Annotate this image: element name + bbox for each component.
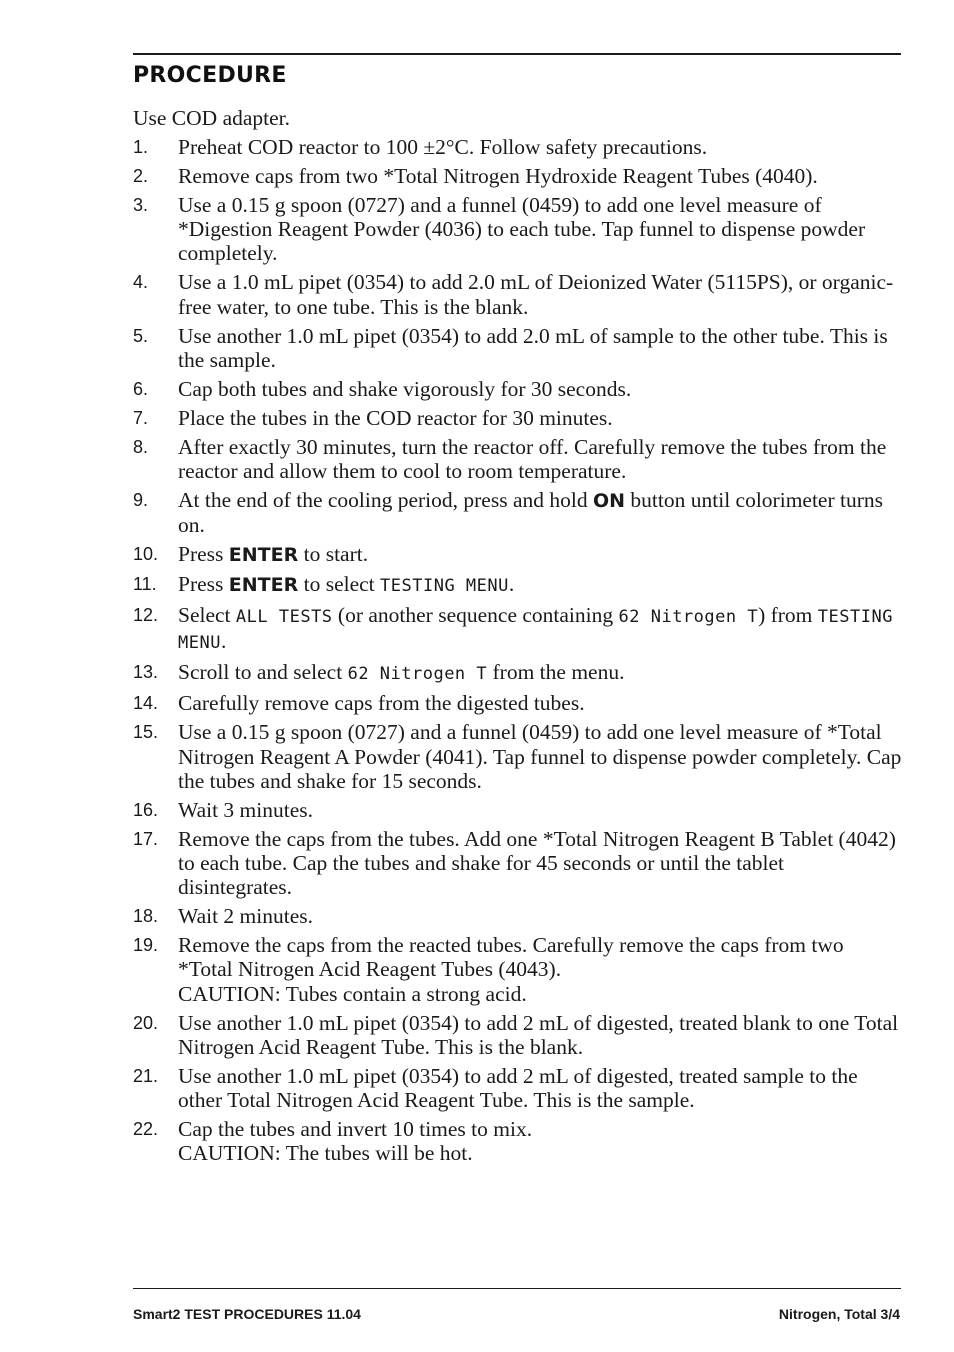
step-number: 22. — [133, 1119, 159, 1140]
step-number: 17. — [133, 828, 159, 849]
step-number: 4. — [133, 272, 149, 293]
step-number: 7. — [133, 407, 149, 428]
step-text-run: Use a 0.15 g spoon (0727) and a funnel (0459) to add one level measure of *Digestion Reagent Powder (4036) to each tube. Tap funnel to dispense powder completely. — [178, 193, 866, 266]
top-rule — [133, 53, 901, 55]
step-text-run: Press — [178, 542, 229, 567]
footer-left: Smart2 TEST PROCEDURES 11.04 — [133, 1306, 361, 1322]
procedure-step — [133, 691, 903, 715]
step-text — [178, 798, 903, 822]
step-text-run: Remove the caps from the tubes. Add one *Total Nitrogen Reagent B Tablet (4042) to each tube. Cap the tubes and shake for 45 seconds or until the tablet disintegrates. — [178, 826, 896, 900]
display-text: 62 Nitrogen T — [347, 664, 488, 685]
step-text-run: Place the tubes in the COD reactor for 30 minutes. — [178, 405, 613, 430]
button-name: ON — [592, 490, 626, 513]
procedure-step — [133, 720, 903, 793]
step-text — [178, 542, 903, 567]
procedure-step-list — [133, 135, 903, 1170]
step-text-run: Press — [178, 572, 229, 597]
step-number: 3. — [133, 195, 149, 215]
bottom-rule — [133, 1288, 901, 1289]
step-text-run: to start. — [298, 542, 369, 567]
step-text — [178, 720, 903, 793]
procedure-step — [133, 377, 903, 401]
display-text: ALL TESTS — [235, 607, 333, 628]
step-number: 15. — [133, 722, 159, 743]
button-name: ENTER — [228, 574, 299, 597]
step-text — [178, 270, 903, 318]
step-number: 14. — [133, 693, 159, 714]
step-text-run: Use another 1.0 mL pipet (0354) to add 2 mL of digested, treated blank to one Total Nitrogen Acid Reagent Tube. This is the blank. — [178, 1010, 899, 1059]
step-text-run: After exactly 30 minutes, turn the reactor off. Carefully remove the tubes from the reactor and allow them to cool to room temperature. — [178, 434, 887, 484]
step-text-run: (or another sequence containing — [332, 603, 619, 628]
step-number: 18. — [133, 906, 159, 927]
step-text-run: Use another 1.0 mL pipet (0354) to add 2 mL of digested, treated sample to the other Total Nitrogen Acid Reagent Tube. This is the sample. — [178, 1063, 858, 1113]
step-text-run: Scroll to and select — [178, 660, 348, 685]
procedure-step — [133, 1064, 903, 1112]
procedure-step — [133, 135, 903, 159]
step-text-run: Remove caps from two *Total Nitrogen Hydroxide Reagent Tubes (4040). — [178, 164, 818, 188]
footer-right: Nitrogen, Total 3/4 — [778, 1306, 900, 1322]
procedure-step — [133, 488, 903, 537]
step-text — [178, 691, 903, 715]
step-text-run: Wait 2 minutes. — [178, 904, 314, 929]
step-text-run: . — [220, 629, 227, 654]
procedure-step — [133, 1011, 903, 1059]
procedure-step — [133, 798, 903, 822]
procedure-step — [133, 827, 903, 900]
step-text — [178, 435, 903, 483]
procedure-step — [133, 542, 903, 567]
step-text — [178, 660, 903, 686]
procedure-step — [133, 435, 903, 483]
button-name: ENTER — [228, 544, 299, 567]
step-text-run: Cap both tubes and shake vigorously for 30 seconds. — [178, 376, 632, 401]
step-text — [178, 193, 903, 266]
step-text-run: Wait 3 minutes. — [178, 797, 314, 822]
step-number: 11. — [133, 574, 157, 595]
step-text-run: from the menu. — [487, 660, 625, 685]
step-text — [178, 904, 903, 928]
step-number: 19. — [133, 935, 159, 956]
step-text-run: to select — [298, 572, 381, 597]
step-number: 6. — [133, 378, 149, 399]
step-text — [178, 1064, 903, 1112]
step-text-run: . — [508, 572, 515, 597]
step-number: 12. — [133, 605, 159, 626]
step-number: 2. — [133, 166, 149, 186]
step-text-run: Select — [178, 603, 236, 628]
step-number: 9. — [133, 490, 149, 511]
step-text-run: Carefully remove caps from the digested tubes. — [178, 691, 585, 716]
procedure-step — [133, 324, 903, 372]
step-number: 13. — [133, 662, 159, 683]
section-heading: PROCEDURE — [133, 63, 287, 88]
procedure-step — [133, 1117, 903, 1165]
step-text — [178, 572, 903, 598]
display-text: TESTING MENU — [178, 607, 893, 654]
procedure-step — [133, 660, 903, 686]
step-number: 20. — [133, 1012, 159, 1033]
procedure-step — [133, 406, 903, 430]
step-text-run: Remove the caps from the reacted tubes. Carefully remove the caps from two *Total Nitrogen Acid Reagent Tubes (4043). — [178, 933, 844, 982]
step-number: 21. — [133, 1065, 159, 1086]
display-text: TESTING MENU — [380, 576, 509, 597]
step-text — [178, 1117, 903, 1165]
step-text-run: At the end of the cooling period, press and hold — [178, 488, 593, 513]
step-text — [178, 933, 903, 1006]
step-number: 8. — [133, 436, 149, 457]
procedure-step — [133, 270, 903, 318]
step-text-run: button until colorimeter turns on. — [178, 488, 884, 538]
procedure-step — [133, 904, 903, 928]
step-text-run: Cap the tubes and invert 10 times to mix. — [178, 1117, 533, 1142]
step-text — [178, 324, 903, 372]
step-text-run: CAUTION: Tubes contain a strong acid. — [178, 981, 527, 1006]
procedure-step — [133, 164, 903, 188]
step-text-run: ) from — [758, 603, 818, 628]
procedure-step — [133, 933, 903, 1006]
procedure-step — [133, 572, 903, 598]
step-text-run: Use another 1.0 mL pipet (0354) to add 2.0 mL of sample to the other tube. This is the sample. — [178, 323, 888, 372]
display-text: 62 Nitrogen T — [618, 607, 759, 628]
step-text-run: Preheat COD reactor to 100 ±2°C. Follow safety precautions. — [178, 135, 708, 159]
step-text — [178, 377, 903, 401]
step-text-run: Use a 0.15 g spoon (0727) and a funnel (0459) to add one level measure of *Total Nitrogen Reagent A Powder (4041). Tap funnel to dispense powder completely. Cap the tubes and shake for 15 seconds. — [178, 720, 902, 793]
step-number: 10. — [133, 544, 159, 565]
step-text — [178, 1011, 903, 1059]
intro-text: Use COD adapter. — [133, 106, 291, 130]
step-text — [178, 488, 903, 537]
step-text — [178, 827, 903, 900]
step-number: 5. — [133, 325, 149, 346]
step-text-run: CAUTION: The tubes will be hot. — [178, 1141, 473, 1166]
step-text — [178, 135, 903, 159]
step-text — [178, 603, 903, 655]
procedure-step — [133, 603, 903, 655]
step-number: 16. — [133, 799, 159, 820]
procedure-step — [133, 193, 903, 266]
step-text — [178, 164, 903, 188]
step-text — [178, 406, 903, 430]
step-text-run: Use a 1.0 mL pipet (0354) to add 2.0 mL of Deionized Water (5115PS), or organic-free water, to one tube. This is the blank. — [178, 270, 894, 319]
step-number: 1. — [133, 137, 149, 157]
